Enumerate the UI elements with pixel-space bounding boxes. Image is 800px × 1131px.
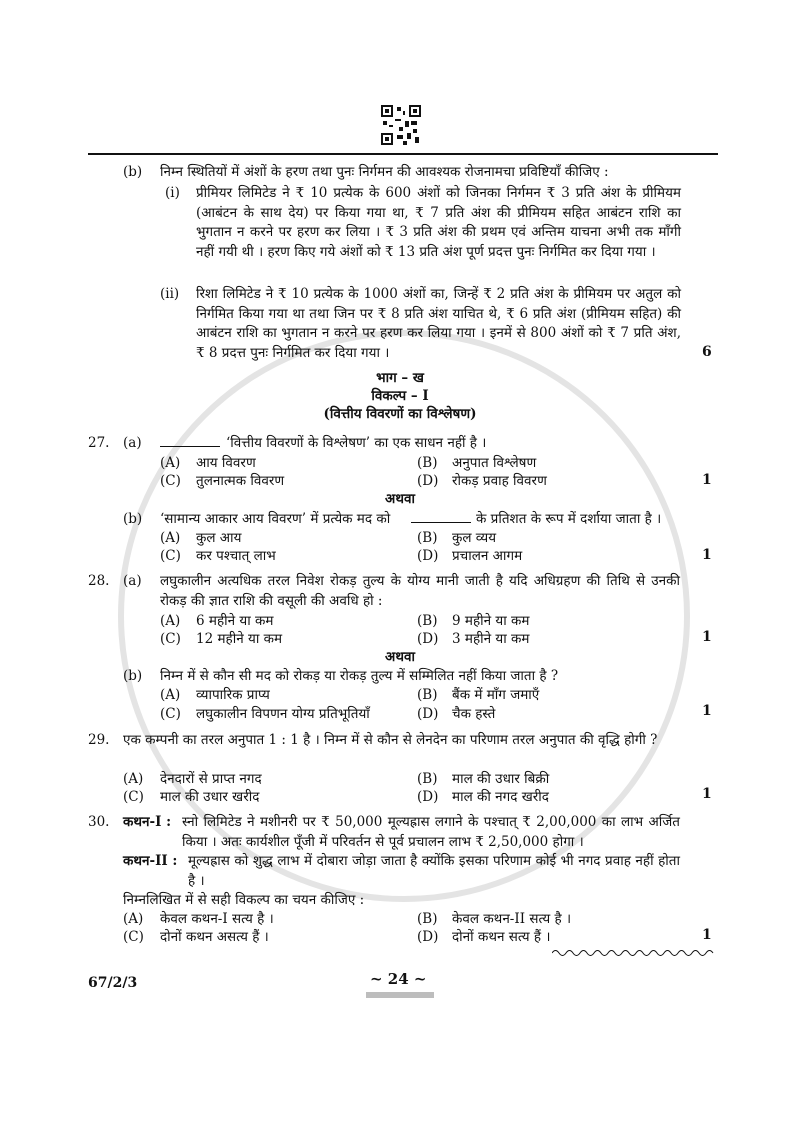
- q28-number: 28.: [88, 573, 110, 589]
- q30-number: 30.: [88, 814, 110, 830]
- option-text: आय विवरण: [196, 455, 256, 471]
- section-part: भाग – ख: [376, 370, 424, 386]
- option-text: कुल व्यय: [452, 530, 497, 546]
- option-label: (C): [160, 706, 181, 722]
- section-subtitle: (वित्तीय विवरणों का विश्लेषण): [323, 406, 477, 422]
- option-label: (C): [123, 789, 144, 805]
- option-text: लघुकालीन विपणन योग्य प्रतिभूतियाँ: [196, 706, 370, 722]
- option-text: 12 महीने या कम: [196, 631, 283, 647]
- option-label: (C): [160, 548, 181, 564]
- q-b-marks: 6: [702, 344, 712, 360]
- option-text: बैंक में माँग जमाएँ: [452, 687, 540, 703]
- option-text: माल की नगद खरीद: [452, 789, 549, 805]
- option-text: माल की उधार बिक्री: [452, 771, 550, 787]
- option-text: रोकड़ प्रवाह विवरण: [452, 473, 547, 489]
- option-label: (A): [160, 455, 181, 471]
- option-text: 6 महीने या कम: [196, 613, 274, 629]
- q27-a-text: ‘वित्तीय विवरणों के विश्लेषण’ का एक साधन नहीं है ।: [226, 435, 487, 451]
- option-text: दोनों कथन असत्य हैं ।: [160, 929, 269, 945]
- option-text: व्यापारिक प्राप्य: [196, 687, 270, 703]
- q-b-intro: निम्न स्थितियों में अंशों के हरण तथा पुनः निर्गमन की आवश्यक रोजनामचा प्रविष्टियाँ कीजिए :: [160, 164, 609, 180]
- option-text: कर पश्चात् लाभ: [196, 548, 276, 564]
- page-number-bar: [366, 992, 434, 998]
- option-label: (A): [160, 613, 181, 629]
- paper-code: 67/2/3: [88, 975, 138, 991]
- option-label: (D): [417, 789, 439, 805]
- option-text: केवल कथन-II सत्य है ।: [452, 911, 572, 927]
- q30-statement-2-text: मूल्यह्रास को शुद्ध लाभ में दोबारा जोड़ा जाता है क्योंकि इसका परिणाम कोई भी नगद प्रवाह नहीं होता है ।: [188, 853, 680, 889]
- q27-a-blank: [160, 434, 220, 453]
- q28-a-marks: 1: [702, 629, 712, 645]
- option-label: (B): [417, 687, 438, 703]
- option-label: (D): [417, 548, 439, 564]
- q27-a-label: (a): [123, 435, 142, 451]
- q27-a-marks: 1: [702, 472, 712, 488]
- section-option: विकल्प – I: [371, 388, 429, 404]
- header-rule: [88, 153, 718, 155]
- page-number: ~ 24 ~: [370, 970, 427, 988]
- option-label: (C): [123, 929, 144, 945]
- q-b-ii-label: (ii): [160, 286, 180, 302]
- q27-b-marks: 1: [702, 547, 712, 563]
- q27-b-label: (b): [123, 511, 143, 527]
- q-b-i-text: प्रीमियर लिमिटेड ने ₹ 10 प्रत्येक के 600 अंशों को जिनका निर्गमन ₹ 3 प्रति अंश के प्रीमियम (आबंटन के साथ देय) पर किया गया था, ₹ 7 प्रति अंश की प्रीमियम सहित आबंटन राशि का भुगतान न करने पर हरण कर लिया । ₹ 3 प्रति अंश की प्रथम एवं अन्तिम याचना अभी तक माँगी नहीं गयी थी । हरण किए गये अंशों को ₹ 13 प्रति अंश पूर्ण प्रदत्त पुनः निर्गमित कर दिया गया ।: [196, 185, 681, 260]
- option-label: (B): [417, 455, 438, 471]
- option-text: चैक हस्ते: [452, 706, 496, 722]
- q30-statement-2-label: कथन-II :: [123, 853, 178, 869]
- option-label: (A): [160, 687, 181, 703]
- q30-marks: 1: [702, 927, 712, 943]
- q30-statement-1-text: स्नो लिमिटेड ने मशीनरी पर ₹ 50,000 मूल्यह्रास लगाने के पश्चात् ₹ 2,00,000 का लाभ अर्जित किया । अतः कार्यशील पूँजी में परिवर्तन से पूर्व प्रचालन लाभ ₹ 2,50,000 होगा ।: [182, 814, 680, 850]
- option-text: माल की उधार खरीद: [160, 789, 260, 805]
- option-text: 3 महीने या कम: [452, 631, 530, 647]
- q27-number: 27.: [88, 435, 110, 451]
- option-label: (D): [417, 706, 439, 722]
- q28-b-text: निम्न में से कौन सी मद को रोकड़ या रोकड़ तुल्य में सम्मिलित नहीं किया जाता है ?: [160, 668, 559, 684]
- q29-number: 29.: [88, 732, 110, 748]
- option-text: अनुपात विश्लेषण: [452, 455, 537, 471]
- q30-statement-1-label: कथन-I :: [123, 814, 172, 830]
- q27-b-text-1: ‘सामान्य आकार आय विवरण’ में प्रत्येक मद को: [160, 511, 391, 527]
- q29-text: एक कम्पनी का तरल अनुपात 1 : 1 है । निम्न में से कौन से लेनदेन का परिणाम तरल अनुपात की वृद्धि होगी ?: [123, 732, 658, 748]
- option-label: (C): [160, 631, 181, 647]
- option-label: (D): [417, 631, 439, 647]
- option-label: (D): [417, 929, 439, 945]
- q-b-ii-text: रिशा लिमिटेड ने ₹ 10 प्रत्येक के 1000 अंशों का, जिन्हें ₹ 2 प्रति अंश के प्रीमियम पर अतुल को निर्गमित किया गया था तथा जिन पर ₹ 8 प्रति अंश याचित थे, ₹ 6 प्रति अंश (प्रीमियम सहित) की आबंटन राशि का भुगतान न करने पर हरण कर लिया गया । इनमें से 800 अंशों को ₹ 7 प्रति अंश, ₹ 8 प्रदत्त पुनः निर्गमित कर दिया गया ।: [196, 286, 681, 361]
- q28-b-marks: 1: [702, 703, 712, 719]
- option-text: दोनों कथन सत्य हैं ।: [452, 929, 551, 945]
- option-label: (B): [417, 771, 438, 787]
- option-label: (A): [123, 911, 144, 927]
- option-label: (B): [417, 911, 438, 927]
- q27-b-text-2: के प्रतिशत के रूप में दर्शाया जाता है ।: [476, 511, 662, 527]
- option-label: (B): [417, 530, 438, 546]
- option-label: (A): [160, 530, 181, 546]
- option-label: (B): [417, 613, 438, 629]
- q29-marks: 1: [702, 786, 712, 802]
- q28-b-label: (b): [123, 668, 143, 684]
- q27-b-blank: [411, 510, 471, 529]
- or-divider: अथवा: [385, 491, 415, 507]
- option-text: तुलनात्मक विवरण: [196, 473, 285, 489]
- option-text: कुल आय: [196, 530, 242, 546]
- option-text: प्रचालन आगम: [452, 548, 523, 564]
- option-label: (C): [160, 473, 181, 489]
- or-divider: अथवा: [385, 649, 415, 665]
- q-b-label: (b): [123, 164, 143, 180]
- q28-a-text: लघुकालीन अत्यधिक तरल निवेश रोकड़ तुल्य के योग्य मानी जाती है यदि अधिग्रहण की तिथि से उनकी रोकड़ की ज्ञात राशि की वसूली की अवधि हो :: [160, 573, 680, 609]
- option-label: (A): [123, 771, 144, 787]
- option-label: (D): [417, 473, 439, 489]
- option-text: 9 महीने या कम: [452, 613, 530, 629]
- q30-choose-text: निम्नलिखित में से सही विकल्प का चयन कीजिए :: [123, 892, 365, 908]
- end-wavy-line-icon: [552, 948, 717, 958]
- option-text: देनदारों से प्राप्त नगद: [160, 771, 262, 787]
- q-b-i-label: (i): [165, 185, 180, 201]
- option-text: केवल कथन-I सत्य है ।: [160, 911, 274, 927]
- q28-a-label: (a): [123, 573, 142, 589]
- qr-code-icon: [381, 105, 421, 145]
